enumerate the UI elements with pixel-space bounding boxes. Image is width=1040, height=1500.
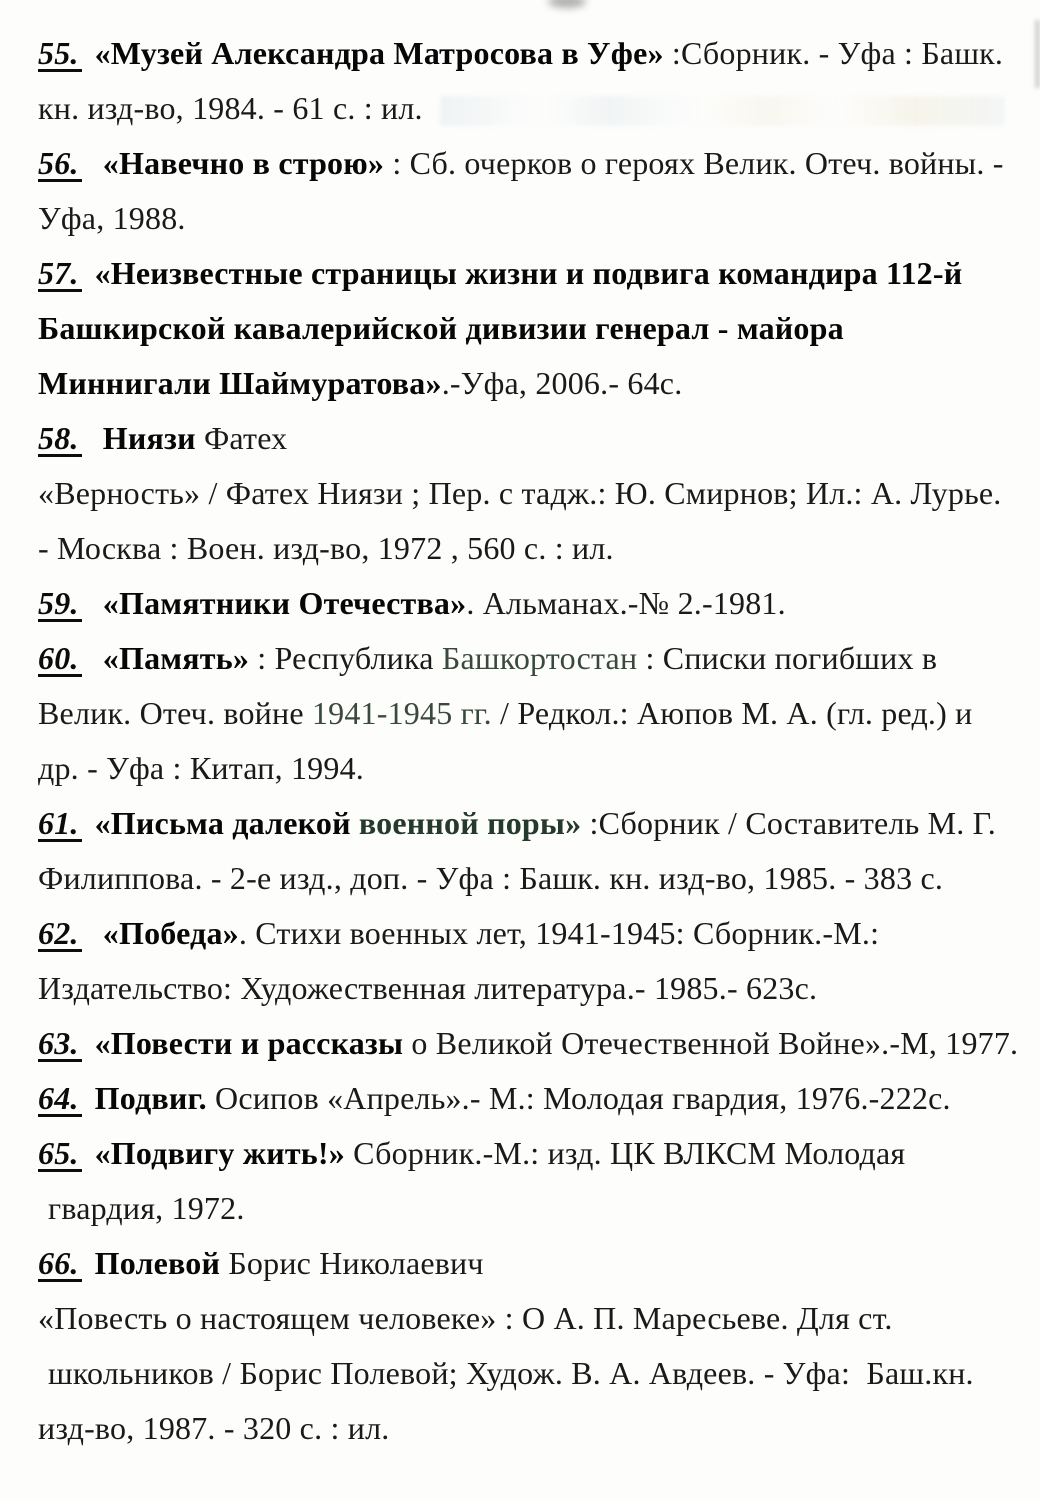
text-line — [38, 356, 1013, 411]
item-text-segment: :Сборник / Составитель М. Г. — [581, 805, 996, 841]
item-title-segment: Полевой — [94, 1245, 221, 1281]
item-title-segment: Башкирской кавалерийской дивизии генерал - майора — [38, 310, 844, 346]
item-text-segment: о Великой Отечественной Войне».-М, 1977. — [403, 1025, 1019, 1061]
item-text-segment: Башкортостан — [441, 640, 638, 676]
item-text-segment: Фатех — [195, 420, 288, 456]
item-title-segment: «Память» — [94, 640, 250, 676]
text-line — [38, 1346, 1013, 1401]
item-text-segment: Сборник.-М.: изд. ЦК ВЛКСМ Молодая — [344, 1135, 906, 1171]
item-title-segment: Миннигали Шаймуратова» — [38, 365, 442, 401]
bibliography-item-64 — [38, 1071, 1013, 1126]
item-title-segment: Подвиг. — [94, 1080, 207, 1116]
item-number: 66. — [38, 1247, 82, 1282]
text-line — [38, 1016, 1019, 1071]
bibliography-item-60 — [38, 631, 1013, 796]
bibliography-item-66 — [38, 1236, 1013, 1456]
scan-smudge-artifact — [548, 0, 586, 8]
item-text-segment: : Республика — [249, 640, 442, 676]
item-title-segment: «Подвигу жить!» — [94, 1135, 345, 1171]
item-number: 65. — [38, 1137, 82, 1172]
scan-edge-artifact — [1035, 20, 1040, 88]
item-number: 60. — [38, 642, 82, 677]
item-number: 56. — [38, 147, 82, 182]
bibliography-item-57 — [38, 246, 1013, 411]
item-title-segment: «Письма далекой — [94, 805, 359, 841]
item-text-segment: - Москва : Воен. изд-во, 1972 , 560 с. : ил. — [38, 530, 614, 566]
text-line — [38, 631, 1013, 686]
bibliography-item-58 — [38, 411, 1013, 576]
item-title-segment: «Навечно в строю» — [94, 145, 385, 181]
text-line — [38, 576, 1013, 631]
text-line — [38, 1291, 1013, 1346]
item-text-segment: кн. изд-во, 1984. - 61 с. : ил. — [38, 90, 423, 126]
text-line — [38, 686, 1013, 741]
text-line — [38, 1181, 1013, 1236]
text-line — [38, 851, 1013, 906]
item-title-segment: военной поры» — [358, 805, 582, 841]
text-line — [38, 521, 1013, 576]
item-text-segment: / Редкол.: Аюпов М. А. (гл. ред.) и — [491, 695, 973, 731]
item-number: 63. — [38, 1027, 82, 1062]
bibliography-list — [38, 26, 1019, 1456]
item-title-segment: «Повести и рассказы — [94, 1025, 404, 1061]
text-line — [38, 136, 1013, 191]
text-line — [38, 796, 1013, 851]
item-text-segment: .-Уфа, 2006.- 64с. — [441, 365, 683, 401]
bibliography-item-55 — [38, 26, 1013, 136]
item-title-segment: «Победа» — [94, 915, 239, 951]
item-number: 61. — [38, 807, 82, 842]
text-line — [38, 1236, 1013, 1291]
item-text-segment: : Сб. очерков о героях Велик. Отеч. войны. - — [384, 145, 1004, 181]
text-line — [38, 246, 1013, 301]
text-line — [38, 961, 1013, 1016]
text-line — [38, 1071, 1013, 1126]
item-number: 62. — [38, 917, 82, 952]
item-text-segment: Велик. Отеч. войне — [38, 695, 312, 731]
item-number: 64. — [38, 1082, 82, 1117]
text-line — [38, 906, 1013, 961]
bibliography-item-63 — [38, 1016, 1019, 1071]
item-title-segment: Ниязи — [94, 420, 196, 456]
text-line — [38, 741, 1013, 796]
item-text-segment: Осипов «Апрель».- М.: Молодая гвардия, 1976.-222с. — [206, 1080, 951, 1116]
item-title-segment: «Музей Александра Матросова в Уфе» — [94, 35, 664, 71]
bibliography-item-62 — [38, 906, 1013, 1016]
bibliography-item-65 — [38, 1126, 1013, 1236]
item-number: 55. — [38, 37, 82, 72]
item-text-segment: Борис Николаевич — [220, 1245, 484, 1281]
item-text-segment: изд-во, 1987. - 320 с. : ил. — [38, 1410, 390, 1446]
item-text-segment: . Стихи военных лет, 1941-1945: Сборник.-М.: — [238, 915, 880, 951]
text-line — [38, 301, 1013, 356]
item-text-segment: Филиппова. - 2-е изд., доп. - Уфа : Башк. кн. изд-во, 1985. - 383 с. — [38, 860, 944, 896]
item-text-segment: школьников / Борис Полевой; Худож. В. А. Авдеев. - Уфа: Баш.кн. — [48, 1355, 974, 1391]
item-text-segment: :Сборник. - Уфа : Башк. — [663, 35, 1004, 71]
item-text-segment: гвардия, 1972. — [48, 1190, 245, 1226]
text-line — [38, 26, 1013, 81]
text-line — [38, 466, 1013, 521]
item-number: 59. — [38, 587, 82, 622]
item-title-segment: «Памятники Отечества» — [94, 585, 467, 621]
item-text-segment: 1941-1945 гг. — [311, 695, 492, 731]
bibliography-item-56 — [38, 136, 1013, 246]
item-text-segment: : Списки погибших в — [637, 640, 938, 676]
item-number: 57. — [38, 257, 82, 292]
item-text-segment: «Повесть о настоящем человеке» : О А. П. Маресьеве. Для ст. — [38, 1300, 893, 1336]
text-line — [38, 1126, 1013, 1181]
text-line — [38, 411, 1013, 466]
item-number: 58. — [38, 422, 82, 457]
bibliography-item-61 — [38, 796, 1013, 906]
text-line — [38, 191, 1013, 246]
bibliography-item-59 — [38, 576, 1013, 631]
item-text-segment: «Верность» / Фатех Ниязи ; Пер. с тадж.: Ю. Смирнов; Ил.: А. Лурье. — [38, 475, 1002, 511]
item-text-segment: Издательство: Художественная литература.- 1985.- 623с. — [38, 970, 818, 1006]
item-title-segment: «Неизвестные страницы жизни и подвига командира 112-й — [94, 255, 963, 291]
item-text-segment: др. - Уфа : Китап, 1994. — [38, 750, 364, 786]
item-text-segment: Уфа, 1988. — [38, 200, 186, 236]
item-text-segment: . Альманах.-№ 2.-1981. — [466, 585, 786, 621]
text-line — [38, 1401, 1013, 1456]
text-line — [38, 81, 1013, 136]
